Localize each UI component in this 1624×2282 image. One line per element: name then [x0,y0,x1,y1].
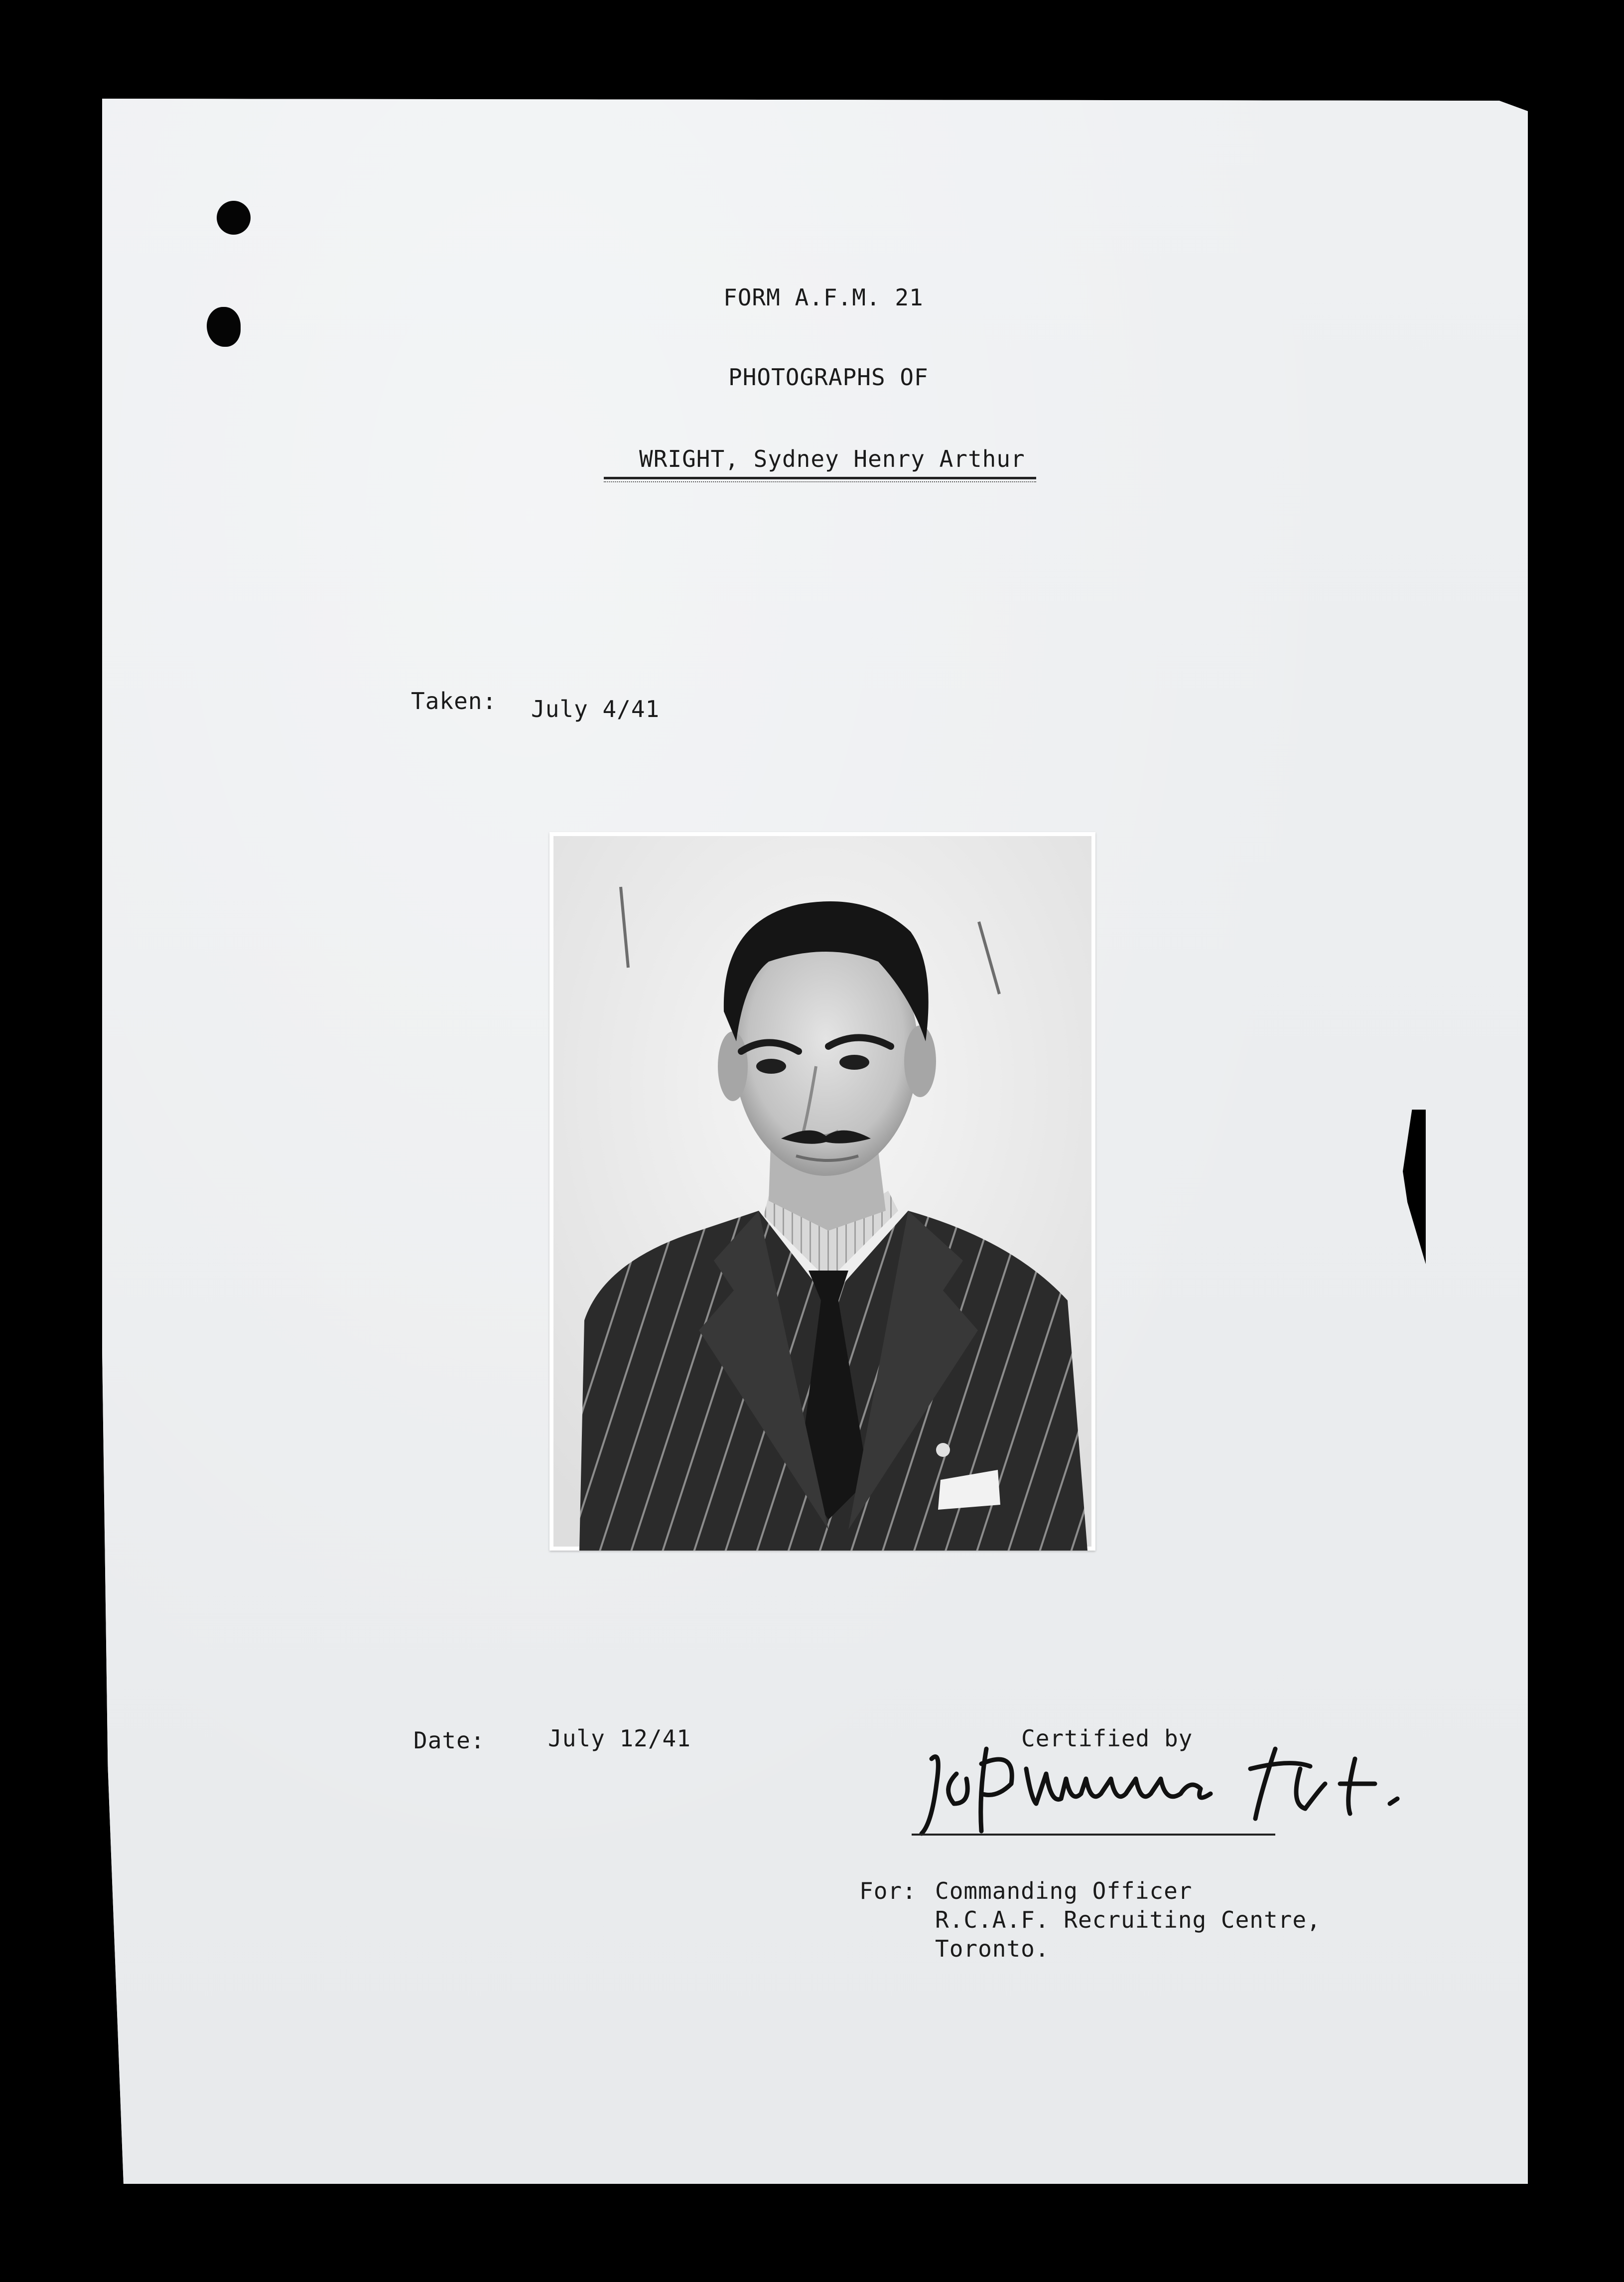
signature-underline [912,1834,1275,1836]
for-line: Toronto. [935,1935,1050,1962]
subject-name: WRIGHT, Sydney Henry Arthur [639,445,1025,472]
for-line: Commanding Officer [935,1877,1193,1904]
portrait-photograph [549,832,1095,1551]
form-number: FORM A.F.M. 21 [723,284,924,311]
form-heading: PHOTOGRAPHS OF [728,364,929,391]
date-label: Date: [413,1727,485,1754]
taken-label: Taken: [411,688,497,714]
date-value: July 12/41 [548,1725,691,1752]
for-label: For: [859,1877,917,1904]
punch-hole [207,307,241,347]
subject-name-underline [604,477,1036,479]
officer-signature [912,1729,1440,1849]
for-line: R.C.A.F. Recruiting Centre, [935,1906,1321,1933]
certified-by-label: Certified by [1021,1725,1193,1752]
punch-hole [217,201,251,235]
taken-value: July 4/41 [531,696,660,722]
